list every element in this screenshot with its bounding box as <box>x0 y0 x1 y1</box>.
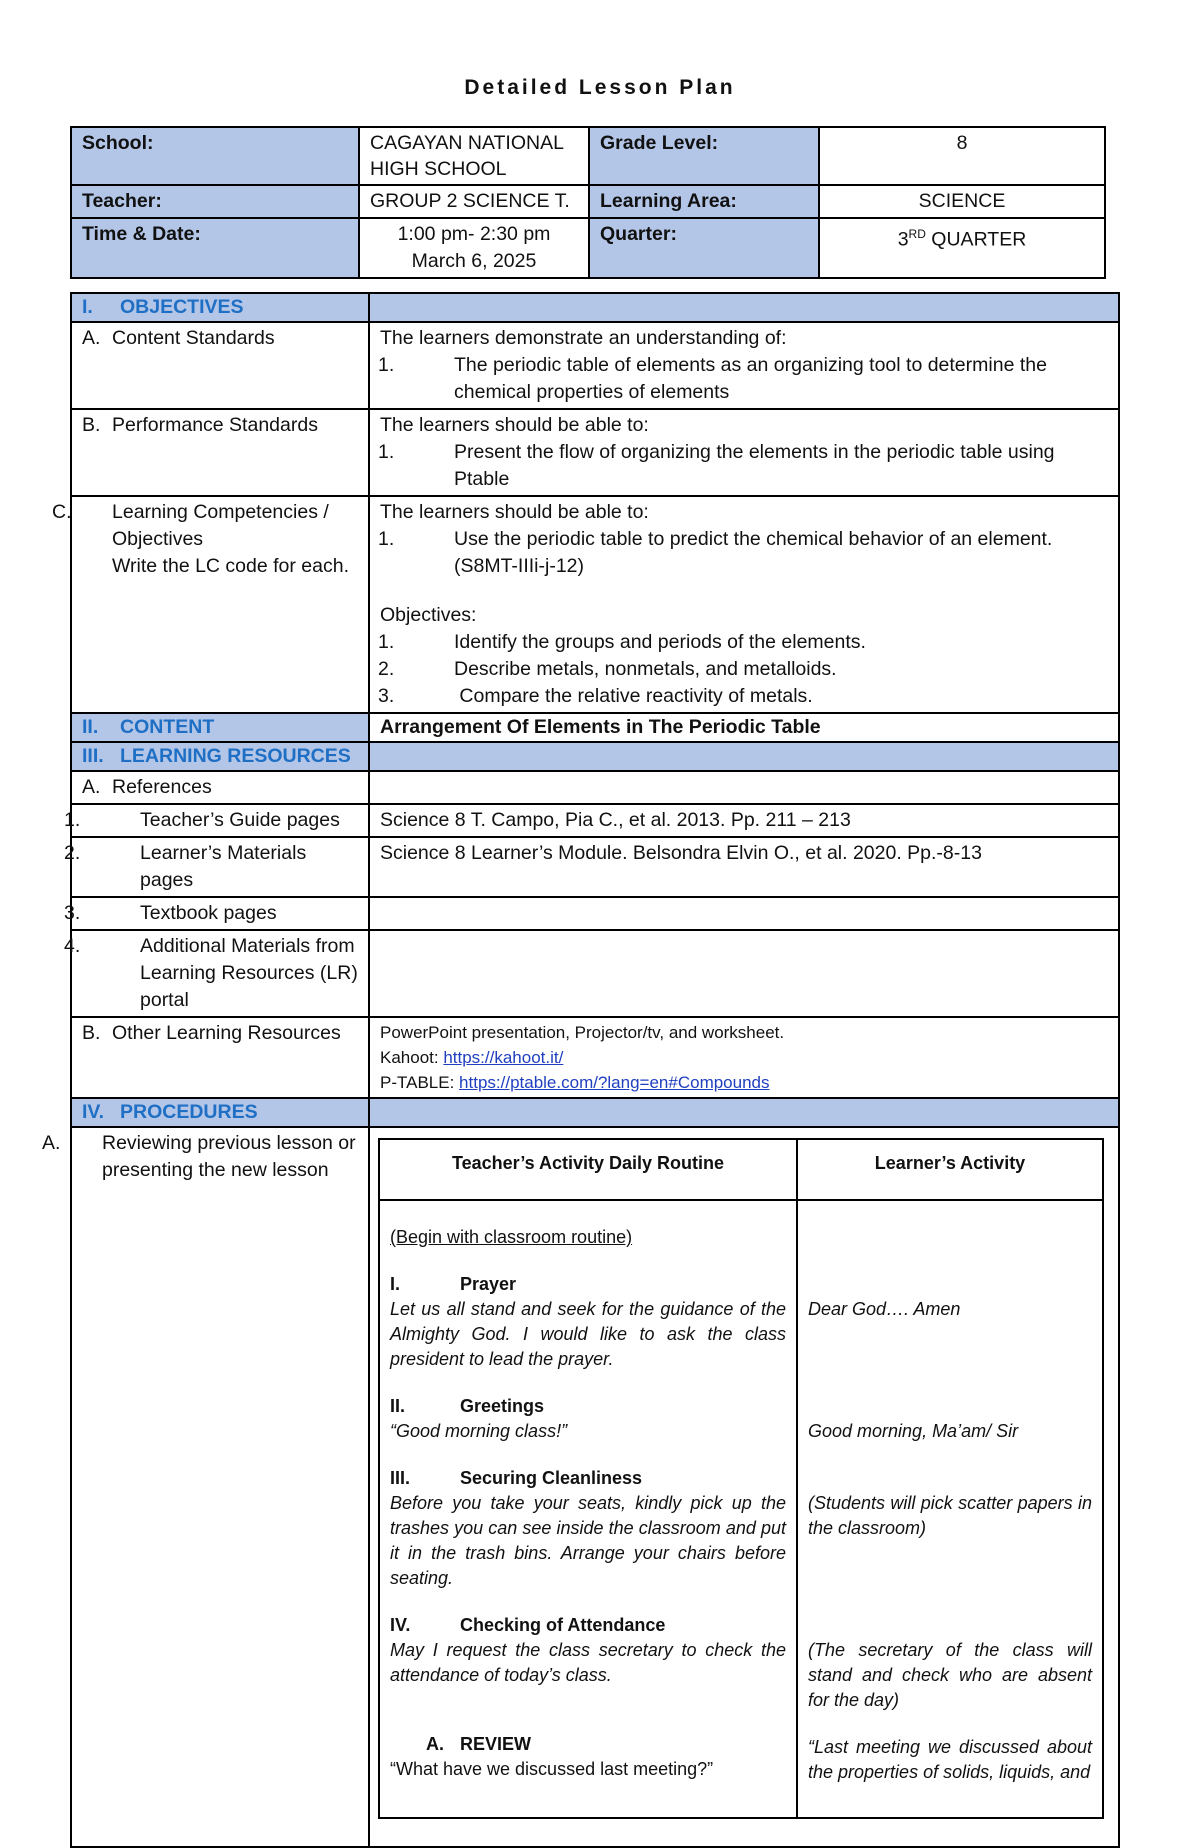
date-value: March 6, 2025 <box>411 250 537 272</box>
step-number: I. <box>390 1274 401 1294</box>
section-number: III. <box>82 745 104 767</box>
other-resources-label <box>71 1017 369 1098</box>
section-number: I. <box>82 296 93 318</box>
kahoot-label: Kahoot: <box>380 1048 444 1067</box>
row-label: Teacher’s Guide pages <box>140 809 340 831</box>
item-number: 1. <box>378 354 395 376</box>
procedures-activity-cell <box>369 1127 1119 1847</box>
quarter-label: Quarter: <box>589 218 819 278</box>
learning-area-label: Learning Area: <box>589 185 819 218</box>
learning-competencies-cell <box>369 496 1119 713</box>
section-label: PROCEDURES <box>120 1101 258 1123</box>
step-title-cleanliness: Securing Cleanliness <box>460 1468 643 1488</box>
section-resources-heading <box>71 742 369 771</box>
review-learner-text: “Last meeting we discussed about the properties of solids, liquids, and <box>808 1737 1092 1782</box>
item-number: 1. <box>378 528 395 550</box>
item-number: 3. <box>378 685 395 707</box>
review-letter: A. <box>426 1734 444 1754</box>
section-content-row <box>71 713 1119 742</box>
objectives-intro: Objectives: <box>380 604 477 626</box>
section-label: CONTENT <box>120 716 215 738</box>
row-letter: B. <box>82 414 101 436</box>
ptable-link[interactable]: https://ptable.com/?lang=en#Compounds <box>459 1073 770 1092</box>
kahoot-link[interactable]: https://kahoot.it/ <box>443 1048 564 1067</box>
learning-competencies-label <box>52 496 369 713</box>
row-label: Learner’s Materials pages <box>140 842 307 891</box>
teachers-guide-value: Science 8 T. Campo, Pia C., et al. 2013. Pp. 211 – 213 <box>369 804 1119 837</box>
content-standards-item <box>380 352 1108 406</box>
objective-item <box>380 683 1108 710</box>
lc-item <box>380 526 1108 580</box>
performance-standards-intro: The learners should be able to: <box>380 414 649 436</box>
objective-item <box>380 629 1108 656</box>
item-number: 1. <box>64 809 81 831</box>
item-number: 3. <box>64 902 81 924</box>
learning-area-value: SCIENCE <box>819 185 1105 218</box>
step-title-greetings: Greetings <box>460 1396 545 1416</box>
other-resources-cell <box>369 1017 1119 1098</box>
step-number: III. <box>390 1468 411 1488</box>
item-number: 2. <box>378 658 395 680</box>
row-label: Content Standards <box>112 327 275 349</box>
additional-materials-value <box>369 930 1119 1017</box>
learner-activity-cell <box>797 1200 1103 1818</box>
row-label: Learning Competencies / Objectives <box>112 501 329 550</box>
cleanliness-learner-text: (Students will pick scatter papers in the classroom) <box>808 1493 1092 1538</box>
learners-materials-value: Science 8 Learner’s Module. Belsondra Elvin O., et al. 2020. Pp.-8-13 <box>369 837 1119 897</box>
performance-standards-cell <box>369 409 1119 496</box>
performance-standards-item <box>380 439 1108 493</box>
lc-intro: The learners should be able to: <box>380 501 649 523</box>
section-content-heading <box>71 713 369 742</box>
routine-intro: (Begin with classroom routine) <box>390 1227 633 1247</box>
header-info-table <box>70 126 1106 279</box>
section-number: IV. <box>82 1101 105 1123</box>
grade-level-value: 8 <box>819 127 1105 185</box>
item-text: Describe metals, nonmetals, and metalloids. <box>454 658 837 680</box>
textbook-pages-label <box>64 897 369 930</box>
row-label: Other Learning Resources <box>112 1022 341 1044</box>
row-letter: B. <box>82 1022 101 1044</box>
ptable-label: P-TABLE: <box>380 1073 460 1092</box>
section-blank-cell <box>369 293 1119 322</box>
teacher-activity-header: Teacher’s Activity Daily Routine <box>379 1139 797 1200</box>
attendance-teacher-text: May I request the class secretary to check the attendance of today’s class. <box>390 1640 786 1685</box>
content-standards-intro: The learners demonstrate an understanding of: <box>380 327 787 349</box>
quarter-value <box>819 218 1105 278</box>
row-letter: A. <box>82 327 101 349</box>
step-title-prayer: Prayer <box>460 1274 517 1294</box>
content-standards-cell <box>369 322 1119 409</box>
section-blank-cell <box>369 1098 1119 1127</box>
section-label: LEARNING RESOURCES <box>120 745 351 767</box>
section-blank-cell <box>369 742 1119 771</box>
school-label: School: <box>71 127 359 185</box>
teacher-activity-cell <box>379 1200 797 1818</box>
section-number: II. <box>82 716 99 738</box>
section-label: OBJECTIVES <box>120 296 244 318</box>
teacher-label: Teacher: <box>71 185 359 218</box>
item-number: 4. <box>64 935 81 957</box>
section-objectives-row <box>71 293 1119 322</box>
row-label: Performance Standards <box>112 414 318 436</box>
review-teacher-text: “What have we discussed last meeting?” <box>390 1759 714 1779</box>
section-resources-row <box>71 742 1119 771</box>
reviewing-lesson-label <box>42 1127 369 1847</box>
greetings-teacher-text: “Good morning class!” <box>390 1421 568 1441</box>
section-procedures-row <box>71 1098 1119 1127</box>
learners-materials-label <box>64 837 369 897</box>
item-text: The periodic table of elements as an organizing tool to determine the chemical properties of elements <box>454 354 1047 403</box>
document-title: Detailed Lesson Plan <box>464 76 736 99</box>
section-objectives-heading <box>71 293 369 322</box>
item-number: 2. <box>64 842 81 864</box>
teacher-value: GROUP 2 SCIENCE T. <box>359 185 589 218</box>
row-label: References <box>112 776 212 798</box>
grade-level-label: Grade Level: <box>589 127 819 185</box>
row-letter: C. <box>52 501 72 523</box>
step-title-attendance: Checking of Attendance <box>460 1615 666 1635</box>
references-blank-cell <box>369 771 1119 804</box>
section-procedures-heading <box>71 1098 369 1127</box>
content-topic: Arrangement Of Elements in The Periodic Table <box>369 713 1119 742</box>
item-text: Use the periodic table to predict the chemical behavior of an element. (S8MT-IIIi-j-12) <box>454 528 1053 577</box>
quarter-superscript: RD <box>908 227 926 241</box>
quarter-number: 3 <box>897 228 909 251</box>
lc-code-note: Write the LC code for each. <box>112 555 350 577</box>
other-resources-text: PowerPoint presentation, Projector/tv, and worksheet. <box>380 1023 785 1042</box>
prayer-teacher-text: Let us all stand and seek for the guidance of the Almighty God. I would like to ask the class president to lead the prayer. <box>390 1299 786 1369</box>
item-text: Identify the groups and periods of the elements. <box>454 631 866 653</box>
item-number: 1. <box>378 441 395 463</box>
activity-table <box>378 1138 1104 1819</box>
row-letter: A. <box>42 1132 61 1154</box>
time-value: 1:00 pm- 2:30 pm <box>397 223 551 245</box>
quarter-text: QUARTER <box>925 228 1027 251</box>
learner-activity-header: Learner’s Activity <box>797 1139 1103 1200</box>
item-text: Compare the relative reactivity of metals. <box>454 685 813 707</box>
additional-materials-label <box>64 930 369 1017</box>
row-label: Reviewing previous lesson or presenting the new lesson <box>102 1132 356 1181</box>
step-number: II. <box>390 1396 406 1416</box>
objective-item <box>380 656 1108 683</box>
textbook-pages-value <box>369 897 1119 930</box>
cleanliness-teacher-text: Before you take your seats, kindly pick up the trashes you can see inside the classroom and put it in the trash bins. Arrange your chairs before seating. <box>390 1493 786 1588</box>
teachers-guide-label <box>64 804 369 837</box>
time-date-label: Time & Date: <box>71 218 359 278</box>
references-label <box>71 771 369 804</box>
performance-standards-label <box>71 409 369 496</box>
greetings-learner-text: Good morning, Ma’am/ Sir <box>808 1421 1019 1441</box>
row-label: Textbook pages <box>140 902 277 924</box>
item-number: 1. <box>378 631 395 653</box>
content-standards-label <box>71 322 369 409</box>
step-number: IV. <box>390 1615 411 1635</box>
time-date-value <box>359 218 589 278</box>
row-letter: A. <box>82 776 101 798</box>
row-label: Additional Materials from Learning Resources (LR) portal <box>140 935 358 1011</box>
school-value: CAGAYAN NATIONAL HIGH SCHOOL <box>359 127 589 185</box>
review-title: REVIEW <box>460 1734 532 1754</box>
prayer-learner-text: Dear God…. Amen <box>808 1299 961 1319</box>
attendance-learner-text: (The secretary of the class will stand and check who are absent for the day) <box>808 1640 1092 1710</box>
item-text: Present the flow of organizing the elements in the periodic table using Ptable <box>454 441 1055 490</box>
lesson-plan-table <box>42 292 1120 1848</box>
